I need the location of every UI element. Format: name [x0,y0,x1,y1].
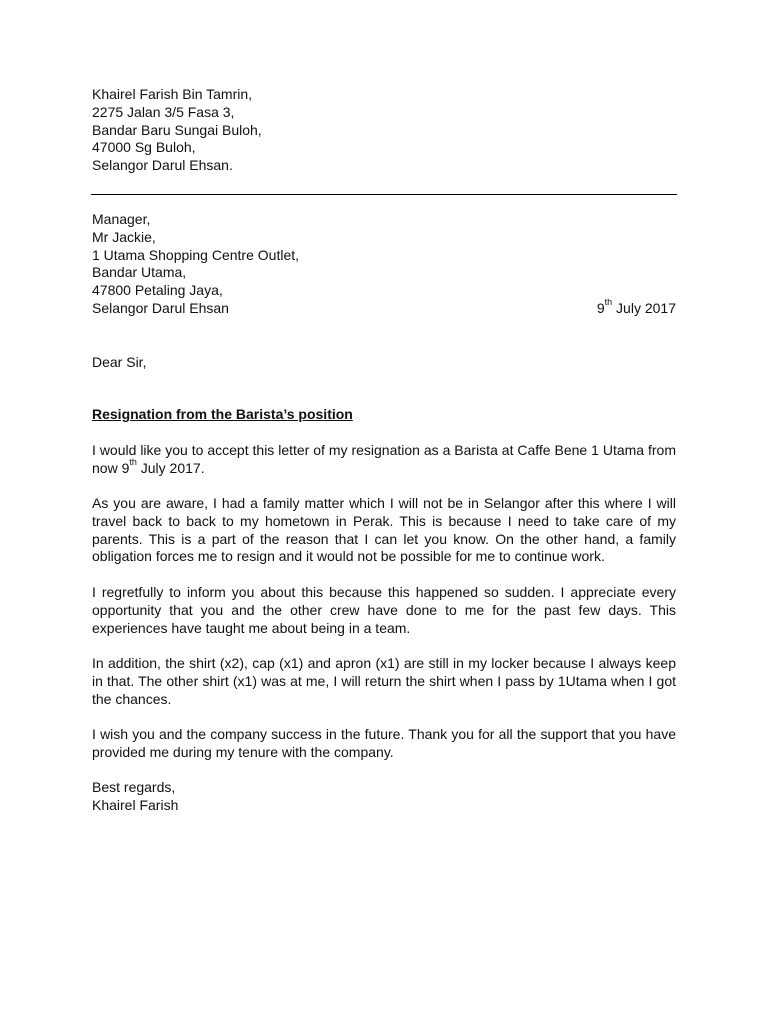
recipient-title: Manager, [92,211,151,227]
paragraph-acceptance-date-rest: July 2017. [136,459,205,476]
letter-date [596,297,676,318]
recipient-address [92,211,492,318]
recipient-postcode-city: 47800 Petaling Jaya, [92,282,223,299]
closing-block [92,779,178,815]
subject-heading: Resignation from the Barista’s position [92,406,353,422]
salutation: Dear Sir, [92,354,147,370]
recipient-name: Mr Jackie, [92,228,156,245]
sender-address [92,86,592,175]
date-suffix: th [604,297,613,308]
paragraph-uniform-return: In addition, the shirt (x2), cap (x1) and apron (x1) are still in my locker because I always keep in that. The other shirt (x1) was at me, I will return the shirt when I pass by 1Utama when I got the chances. [92,655,676,707]
date-month-year: July 2017 [612,300,676,316]
sender-street: 2275 Jalan 3/5 Fasa 3, [92,103,235,120]
signature-name: Khairel Farish [92,796,179,813]
paragraph-acceptance [92,442,676,478]
sender-area: Bandar Baru Sungai Buloh, [92,121,262,138]
sender-state: Selangor Darul Ehsan. [92,157,233,174]
recipient-area: Bandar Utama, [92,264,187,281]
recipient-outlet: 1 Utama Shopping Centre Outlet, [92,246,300,263]
paragraph-acceptance-date-suffix: th [129,457,137,468]
paragraph-acceptance-text: I would like you to accept this letter of my resignation as a Barista at Caffe Bene 1 Utama from now 9 [92,442,676,476]
paragraph-well-wishes: I wish you and the company success in the future. Thank you for all the support that you have provided me during my tenure with the company. [92,726,676,760]
header-divider [91,194,677,195]
sender-postcode-city: 47000 Sg Buloh, [92,139,196,156]
recipient-state: Selangor Darul Ehsan [92,299,229,316]
date-day: 9 [596,300,605,316]
sender-name: Khairel Farish Bin Tamrin, [92,86,253,102]
paragraph-appreciation: I regretfully to inform you about this because this happened so sudden. I appreciate every opportunity that you and the other crew have done to me for the past few days. This experiences have taught me about being in a team. [92,584,676,636]
closing-regards: Best regards, [92,779,176,795]
paragraph-family-matter: As you are aware, I had a family matter which I will not be in Selangor after this where I will travel back to back to my hometown in Perak. This is because I need to take care of my parents. This is a part of the reason that I can let you know. On the other hand, a family obligation forces me to resign and it would not be possible for me to continue work. [92,495,676,565]
